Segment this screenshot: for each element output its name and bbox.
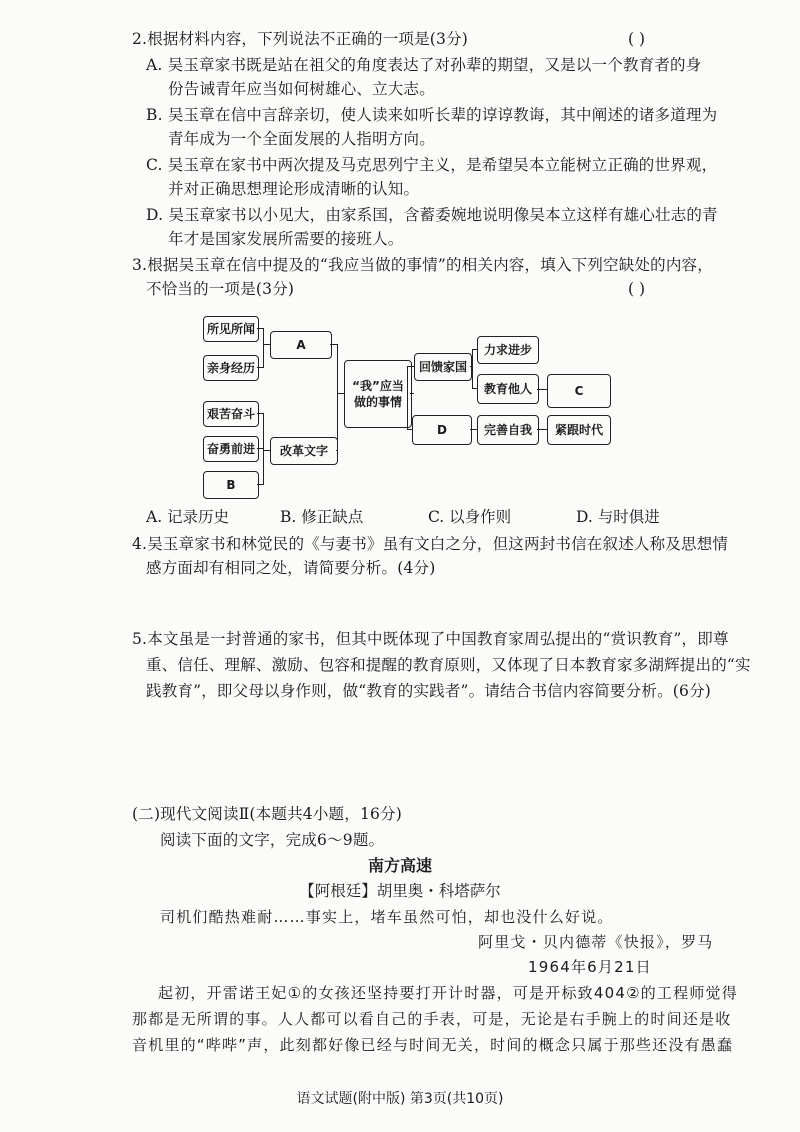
connector [407, 366, 408, 430]
connector [263, 328, 264, 368]
q4-line1: 4.吴玉章家书和林觉民的《与妻书》虽有文白之分，但这两封书信在叙述人称及思想情 [132, 535, 729, 553]
box-jianku-fendou: 艰苦奋斗 [203, 401, 259, 427]
box-blank-b: B [203, 471, 259, 499]
epigraph-date: 1964年6月21日 [528, 958, 652, 976]
section2-instruction: 阅读下面的文字，完成6～9题。 [160, 831, 385, 849]
box-suojian-suowen: 所见所闻 [203, 316, 259, 342]
q3-stem-line1: 3.根据吴玉章在信中提及的“我应当做的事情”的相关内容，填入下列空缺处的内容， [132, 256, 713, 274]
q5-line1: 5.本文虽是一封普通的家书，但其中既体现了中国教育家周弘提出的“赏识教育”，即尊 [132, 630, 729, 648]
connector [263, 450, 270, 451]
connector [337, 393, 344, 394]
connector [410, 393, 414, 394]
box-center-things [344, 360, 412, 428]
q2-answer-paren: ( ) [628, 30, 646, 48]
q2-option-a-line2: 份告诫青年应当如何树雄心、立大志。 [168, 80, 435, 98]
connector [263, 413, 264, 485]
q3-answer-paren: ( ) [628, 280, 646, 298]
paragraph1-line2: 那都是无所谓的事。人人都可以看自己的手表，可是，无论是右手腕上的时间还是收 [132, 1010, 732, 1028]
q3-choice-d: D. 与时俱进 [576, 508, 660, 526]
center-line-2: 做的事情 [353, 395, 402, 409]
box-gaige-wenzi: 改革文字 [270, 437, 338, 465]
q3-choice-c: C. 以身作则 [428, 508, 512, 526]
center-line-1: “我”应当 [352, 379, 404, 393]
paragraph1-line3: 音机里的“哔哔”声，此刻都好像已经与时间无关，时间的概念只属于那些还没有愚蠢 [132, 1036, 734, 1054]
box-jingen-shidai: 紧跟时代 [547, 415, 611, 445]
connector [407, 429, 412, 430]
q3-stem-line2: 不恰当的一项是(3分) [146, 280, 295, 298]
q2-option-c-line2: 并对正确思想理论形成清晰的认知。 [168, 180, 420, 198]
connector [472, 388, 477, 389]
q2-option-a-line1: A. 吴玉章家书既是站在祖父的角度表达了对孙辈的期望，又是以一个教育者的身 [146, 56, 702, 74]
connector [537, 389, 547, 390]
box-qinshen-jingli: 亲身经历 [203, 355, 259, 381]
connector [472, 349, 473, 389]
connector [472, 349, 477, 350]
connector [470, 429, 477, 430]
page-footer: 语文试题(附中版) 第3页(共10页) [296, 1091, 504, 1107]
section2-heading: (二)现代文阅读Ⅱ(本题共4小题，16分) [132, 805, 403, 823]
box-blank-d: D [412, 415, 472, 445]
box-fenyong-qianjin: 奋勇前进 [203, 436, 259, 462]
epigraph: 司机们酷热难耐……事实上，堵车虽然可怕，却也没什么好说。 [160, 908, 614, 926]
paragraph1-line1: 起初，开雷诺王妃①的女孩还坚持要打开计时器，可是开标致404②的工程师觉得 [158, 984, 738, 1002]
q2-option-d-line1: D. 吴玉章家书以小见大，由家系国，含蓄委婉地说明像吴本立这样有雄心壮志的青 [146, 206, 718, 224]
box-wanshan-ziwo: 完善自我 [477, 415, 539, 445]
connector [263, 344, 270, 345]
epigraph-source: 阿里戈・贝内德蒂《快报》，罗马 [478, 933, 714, 951]
q2-stem: 2.根据材料内容，下列说法不正确的一项是(3分) [132, 30, 469, 48]
connector [337, 344, 338, 451]
box-huikui-jiaguo: 回馈家国 [414, 353, 472, 381]
q4-line2: 感方面却有相同之处，请简要分析。(4分) [146, 559, 436, 577]
q2-option-d-line2: 年才是国家发展所需要的接班人。 [168, 230, 404, 248]
q2-option-b-line2: 青年成为一个全面发展的人指明方向。 [168, 130, 435, 148]
box-blank-a: A [270, 331, 332, 359]
q3-choice-b: B. 修正缺点 [280, 508, 364, 526]
connector [407, 366, 414, 367]
connector [537, 429, 547, 430]
q2-option-c-line1: C. 吴玉章在家书中两次提及马克思列宁主义，是希望吴本立能树立正确的世界观， [146, 156, 718, 174]
q5-line2: 重、信任、理解、激励、包容和提醒的教育原则，又体现了日本教育家多湖辉提出的“实 [146, 656, 751, 674]
connector [330, 344, 337, 345]
box-jiaoyu-taren: 教育他人 [477, 374, 539, 404]
q2-option-b-line1: B. 吴玉章在信中言辞亲切，使人读来如听长辈的谆谆教诲，其中阐述的诸多道理为 [146, 106, 718, 124]
q5-line3: 践教育”，即父母以身作则，做“教育的实践者”。请结合书信内容简要分析。(6分) [146, 682, 712, 700]
q3-choice-a: A. 记录历史 [146, 508, 230, 526]
article-title: 南方高速 [367, 856, 432, 875]
box-blank-c: C [547, 374, 611, 408]
box-liqiu-jinbu: 力求进步 [477, 336, 539, 364]
article-author: 【阿根廷】胡里奥・科塔萨尔 [299, 882, 501, 900]
